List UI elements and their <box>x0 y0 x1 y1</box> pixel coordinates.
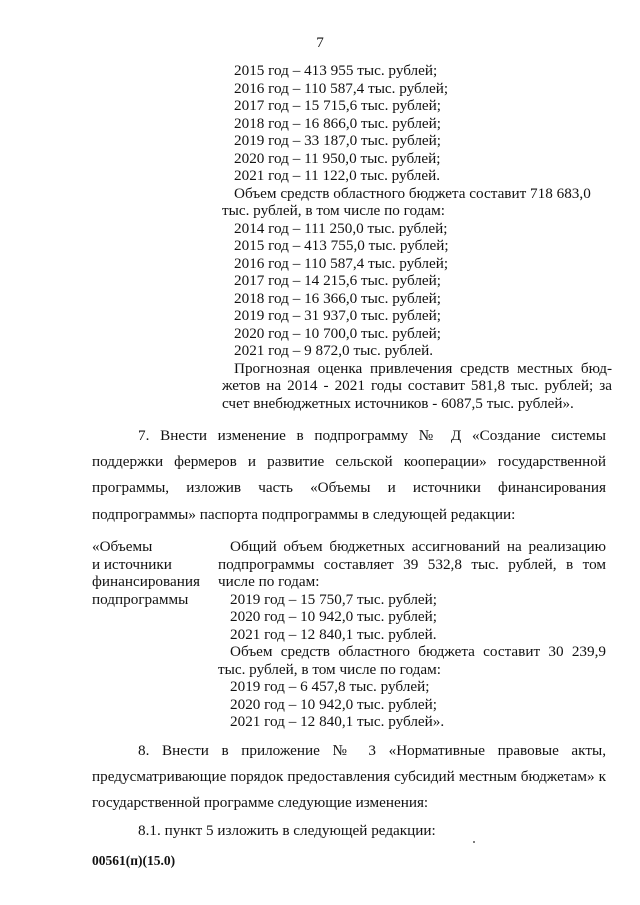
regional-budget-line: тыс. рублей, в том числе по годам: <box>218 660 441 678</box>
year-line: 2020 год – 11 950,0 тыс. рублей; <box>234 149 441 167</box>
year-line: 2021 год – 9 872,0 тыс. рублей. <box>234 342 434 359</box>
year-line: 2016 год – 110 587,4 тыс. рублей; <box>234 254 449 272</box>
year-line: 2019 год – 15 750,7 тыс. рублей; <box>230 590 438 608</box>
regional-budget-line: Объем средств областного бюджета составит 30 239,9 <box>230 643 606 660</box>
total-allocation-line: Общий объем бюджетных ассигнований на реализацию <box>230 538 606 555</box>
year-line: 2021 год – 12 840,1 тыс. рублей. <box>230 625 437 643</box>
regional-budget-line: Объем средств областного бюджета составит 718 683,0 <box>234 184 591 202</box>
regional-budget-line: тыс. рублей, в том числе по годам: <box>222 202 445 219</box>
year-line: 2015 год – 413 755,0 тыс. рублей; <box>234 237 449 254</box>
year-line: 2019 год – 31 937,0 тыс. рублей; <box>234 307 442 324</box>
item-8-paragraph: 8. Внести в приложение № 3 «Нормативные правовые акты, предусматривающие порядок предоставления субсидий местным бюджетам» к государственной программе следующие изменения: <box>92 742 606 812</box>
total-allocation-line: числе по годам: <box>218 573 320 590</box>
year-line: 2017 год – 15 715,6 тыс. рублей; <box>234 97 442 114</box>
table-right-column <box>218 538 606 731</box>
year-line: 2020 год – 10 942,0 тыс. рублей; <box>230 608 438 625</box>
year-line: 2015 год – 413 955 тыс. рублей; <box>234 62 438 79</box>
year-lines-b <box>222 220 612 360</box>
year-line: 2020 год – 10 942,0 тыс. рублей; <box>230 695 438 713</box>
document-code: 00561(п)(15.0) <box>92 853 176 868</box>
year-line: 2017 год – 14 215,6 тыс. рублей; <box>234 272 442 289</box>
funding-continuation-block <box>222 62 612 412</box>
year-line: 2019 год – 33 187,0 тыс. рублей; <box>234 132 442 149</box>
item-8-1-paragraph: 8.1. пункт 5 изложить в следующей редакции: <box>138 822 436 839</box>
year-line: 2014 год – 111 250,0 тыс. рублей; <box>234 219 448 237</box>
year-line: 2016 год – 110 587,4 тыс. рублей; <box>234 79 449 97</box>
year-line: 2018 год – 16 366,0 тыс. рублей; <box>234 289 442 307</box>
item-7-paragraph: 7. Внести изменение в подпрограмму № Д «Создание системы поддержки фермеров и развитие сельской кооперации» государственной программы, изложив часть «Объемы и источники финансирования подпрограммы» паспорта подпрограммы в следующей редакции: <box>92 427 606 523</box>
year-lines-a <box>222 62 612 185</box>
table-left-column <box>92 538 222 608</box>
forecast-line: счет внебюджетных источников - 6087,5 тыс. рублей». <box>222 394 574 412</box>
year-line: 2021 год – 12 840,1 тыс. рублей». <box>230 713 445 730</box>
year-line: 2021 год – 11 122,0 тыс. рублей. <box>234 167 441 184</box>
table-left-line: финансирования <box>92 573 200 590</box>
table-left-line: и источники <box>92 555 172 573</box>
year-line: 2019 год – 6 457,8 тыс. рублей; <box>230 678 430 695</box>
year-line: 2018 год – 16 866,0 тыс. рублей; <box>234 114 442 132</box>
table-left-line: подпрограммы <box>92 590 189 608</box>
forecast-line: Прогнозная оценка привлечения средств местных бюд- <box>234 359 612 377</box>
total-allocation-line: подпрограммы составляет 39 532,8 тыс. рублей, в том <box>218 555 606 573</box>
page-number: 7 <box>316 34 324 51</box>
scan-artifact-dot <box>473 841 475 843</box>
forecast-line: жетов на 2014 - 2021 годы составит 581,8 тыс. рублей; за <box>222 377 612 394</box>
table-left-line: «Объемы <box>92 538 153 555</box>
year-line: 2020 год – 10 700,0 тыс. рублей; <box>234 324 442 342</box>
